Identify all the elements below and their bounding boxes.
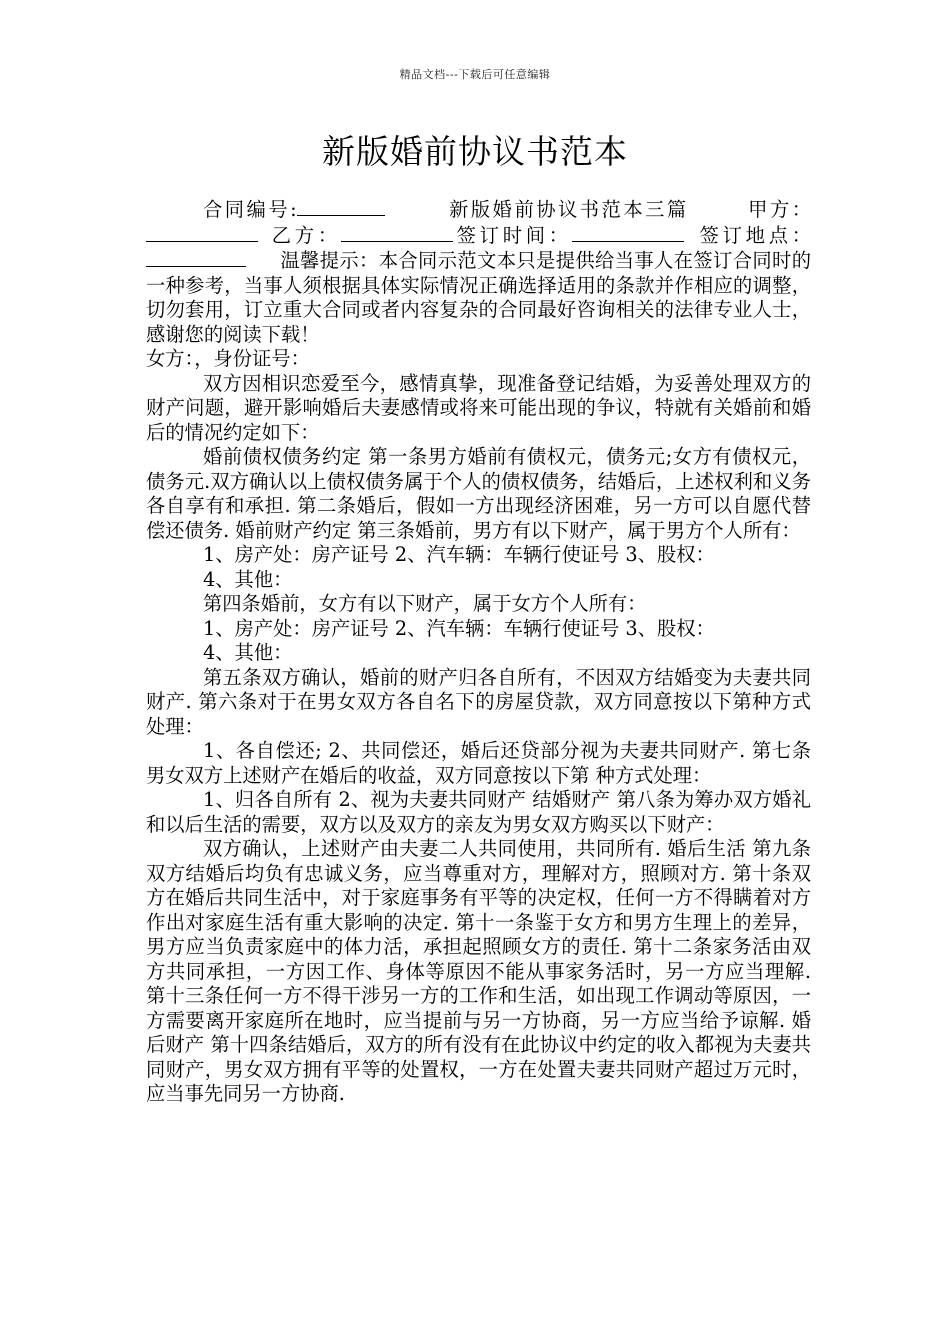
- party-a-blank: [146, 223, 258, 242]
- meta-block: [146, 197, 811, 347]
- sign-time-label: 签订时间：: [452, 223, 572, 247]
- paragraph-0: 女方：，身份证号：: [146, 347, 310, 370]
- document-body: [146, 197, 811, 1107]
- sign-time-blank: [572, 223, 684, 242]
- paragraph-9: 1、各自偿还; 2、共同偿还，婚后还贷部分视为夫妻共同财产. 第七条男女双方上述财产在婚后的收益，双方同意按以下第 种方式处理：: [146, 739, 811, 787]
- paragraph-5: 第四条婚前，女方有以下财产，属于女方个人所有：: [203, 592, 647, 615]
- paragraph-1: 双方因相识恋爱至今，感情真挚，现准备登记结婚，为妥善处理双方的财产问题，避开影响婚后夫妻感情或将来可能出现的争议，特就有关婚前和婚后的情况约定如下：: [146, 371, 811, 444]
- paragraph-3: 1、房产处：房产证号 2、汽车辆：车辆行使证号 3、股权：: [203, 543, 715, 566]
- contract-no-blank: [297, 197, 385, 216]
- paragraph-8: 第五条双方确认，婚前的财产归各自所有，不因双方结婚变为夫妻共同财产. 第六条对于在男女双方各自名下的房屋贷款，双方同意按以下第种方式处理：: [146, 665, 811, 738]
- paragraph-7: 4、其他：: [203, 641, 293, 664]
- document-subtitle: 新版婚前协议书范本三篇: [446, 198, 689, 221]
- contract-no-label: 合同编号:: [203, 198, 297, 221]
- document-title: 新版婚前协议书范本: [322, 132, 628, 171]
- paragraph-10: 1、归各自所有 2、视为夫妻共同财产 结婚财产 第八条为筹办双方婚礼和以后生活的需要，双方以及双方的亲友为男女双方购买以下财产：: [146, 788, 811, 836]
- reminder-text: 温馨提示：本合同示范文本只是提供给当事人在签订合同时的一种参考，当事人须根据具体实际情况正确选择适用的条款并作相应的调整，切勿套用，订立重大合同或者内容复杂的合同最好咨询相关的法律专业人士，感谢您的阅读下载！: [146, 249, 811, 346]
- paragraph-2: 婚前债权债务约定 第一条男方婚前有债权元，债务元;女方有债权元，债务元.双方确认以上债权债务属于个人的债权债务，结婚后，上述权利和义务各自享有和承担. 第二条婚后，假如一方出现经济困难，另一方可以自愿代替偿还债务. 婚前财产约定 第三条婚前，男方有以下财产，属于男方个人所有：: [146, 445, 811, 542]
- paragraph-4: 4、其他：: [203, 567, 293, 591]
- paragraph-6: 1、房产处：房产证号 2、汽车辆：车辆行使证号 3、股权：: [203, 616, 715, 640]
- party-b-label: 乙方：: [268, 223, 341, 247]
- sign-place-blank: [146, 248, 246, 267]
- sign-place-label: 签订地点：: [695, 223, 812, 247]
- party-b-blank: [341, 223, 453, 242]
- party-a-label: 甲方：: [745, 198, 812, 221]
- header-note: 精品文档---下载后可任意编辑: [399, 68, 551, 81]
- paragraph-11: 双方确认，上述财产由夫妻二人共同使用，共同所有. 婚后生活 第九条双方结婚后均负有忠诚义务，应当尊重对方，理解对方，照顾对方. 第十条双方在婚后共同生活中，对于家庭事务有平等的决定权，任何一方不得瞒着对方作出对家庭生活有重大影响的决定. 第十一条鉴于女方和男方生理上的差异，男方应当负责家庭中的体力活，承担起照顾女方的责任. 第十二条家务活由双方共同承担，一方因工作、身体等原因不能从事家务活时，另一方应当理解. 第十三条任何一方不得干涉另一方的工作和生活，如出现工作调动等原因，一方需要离开家庭所在地时，应当提前与另一方协商，另一方应当给予谅解. 婚后财产 第十四条结婚后，双方的所有没有在此协议中约定的收入都视为夫妻共同财产，男女双方拥有平等的处置权，一方在处置夫妻共同财产超过万元时，应当事先同另一方协商.: [146, 837, 811, 1105]
